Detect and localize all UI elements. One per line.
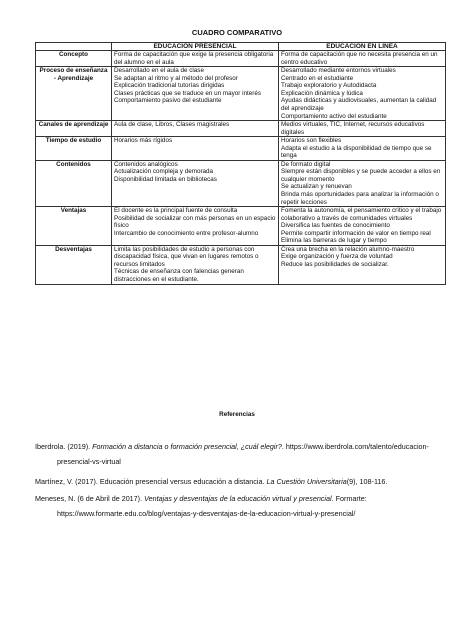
table-row: [36, 67, 446, 121]
reference-text: Iberdrola. (2019).: [35, 442, 93, 451]
reference-text: . https://www.iberdrola.com/talento/educacion-: [281, 442, 429, 451]
reference-text: (9), 108-116.: [346, 477, 388, 486]
cell-linea: [279, 67, 446, 121]
table-row: [36, 160, 446, 206]
cell-line: Horarios son flexibles: [281, 137, 342, 145]
cell-presencial: [112, 121, 279, 137]
header-presencial: EDUCACION PRESENCIAL: [112, 43, 279, 51]
reference-item: [35, 491, 445, 521]
row-label: Contenidos: [36, 160, 112, 206]
references-title: Referencias: [219, 411, 255, 418]
cell-line: Explicación dinámica y lúdica: [281, 89, 363, 97]
header-empty: [36, 43, 112, 51]
cell-line: Posibilidad de socializar con más personas en un espacio físico: [114, 214, 276, 230]
cell-line: De formato digital: [281, 160, 331, 168]
table-body: [36, 51, 446, 284]
cell-line: Aula de clase, Libros, Clases magistrales: [114, 121, 230, 129]
cell-line: Comportamiento pasivo del estudiante: [114, 97, 222, 105]
cell-line: Ayudas didácticas y audiovisuales, aumentan la calidad del aprendizaje: [281, 97, 437, 112]
cell-line: Fomenta la autonomía, el pensamiento crítico y el trabajo colaborativo a través de comunidades virtuales: [281, 207, 442, 222]
cell-line: Intercambio de conocimiento entre profesor-alumno: [114, 229, 259, 237]
table-row: [36, 121, 446, 137]
reference-text: Meneses, N. (6 de Abril de 2017).: [35, 494, 145, 503]
row-label: Tiempo de estudio: [36, 137, 112, 161]
cell-line: Permite compartir información de valor en tiempo real: [281, 229, 431, 237]
cell-line: El docente es la principal fuente de consulta: [114, 207, 238, 215]
cell-line: Exige organización y fuerza de voluntad: [281, 253, 393, 261]
cell-linea: [279, 207, 446, 246]
cell-linea: [279, 137, 446, 161]
row-label: Canales de aprendizaje: [36, 121, 112, 137]
cell-presencial: [112, 207, 279, 246]
cell-line: Técnicas de enseñanza con falencias generan distracciones en el estudiante.: [114, 268, 244, 283]
cell-line: Elimina las barreras de lugar y tiempo: [281, 237, 387, 245]
table-row: [36, 137, 446, 161]
page-title: CUADRO COMPARATIVO: [191, 28, 283, 37]
cell-linea: [279, 121, 446, 137]
cell-line: Siempre están disponibles y se puede acceder a ellos en cualquier momento: [281, 168, 441, 183]
cell-line: Horarios más rígidos: [114, 137, 173, 145]
cell-presencial: [112, 245, 279, 284]
cell-line: Adapta el estudio a la disponibilidad de tiempo que se tenga: [281, 144, 432, 160]
reference-item: [35, 474, 445, 489]
reference-item: [35, 439, 445, 469]
cell-linea: [279, 160, 446, 206]
table-row: [36, 245, 446, 284]
cell-line: Clases prácticas que se traduce en un mayor interés: [114, 89, 262, 97]
cell-line: Brinda más oportunidades para analizar la información o repetir lecciones: [281, 190, 439, 206]
reference-text: Martínez, V. (2017). Educación presencial versus educación a distancia.: [35, 477, 267, 486]
cell-presencial: [112, 67, 279, 121]
reference-text: Formarte:: [333, 494, 367, 503]
reference-continuation: https://www.formarte.edu.co/blog/ventajas-y-desventajas-de-la-educacion-virtual-y-presencial/: [57, 509, 356, 518]
cell-line: Trabajo exploratorio y Autodidacta: [281, 82, 377, 90]
cell-line: Centrado en el estudiante: [281, 74, 354, 82]
cell-line: Actualización compleja y demorada: [114, 168, 214, 176]
header-linea: EDUCACION EN LINEA: [279, 43, 446, 51]
comparison-table: [35, 42, 446, 285]
cell-line: Reduce las posibilidades de socializar.: [281, 260, 389, 268]
cell-line: Disponibilidad limitada en bibliotecas: [114, 175, 217, 183]
table-row: [36, 51, 446, 67]
reference-title: La Cuestión Universitaria: [266, 477, 347, 486]
row-label: Concepto: [36, 51, 112, 67]
cell-presencial: [112, 51, 279, 67]
cell-presencial: [112, 137, 279, 161]
cell-line: Se adaptan al ritmo y al método del profesor: [114, 74, 238, 82]
cell-line: Explicación tradicional tutorías dirigidas: [114, 82, 225, 90]
cell-line: Contenidos analógicos: [114, 160, 178, 168]
cell-line: Se actualizan y renuevan: [281, 183, 352, 191]
cell-line: Diversifica las fuentes de conocimiento: [281, 222, 390, 230]
cell-linea: [279, 245, 446, 284]
row-label: Desventajas: [36, 245, 112, 284]
cell-line: Forma de capacitación que no necesita presencia en un centro educativo: [281, 51, 438, 66]
table-row: [36, 207, 446, 246]
cell-line: Limita las posibilidades de estudio a personas con discapacidad física, que vivan en lugares remotos o recursos limitados: [114, 245, 259, 268]
cell-line: Forma de capacitación que exige la presencia obligatoria del alumno en el aula: [114, 51, 274, 66]
row-label: Ventajas: [36, 207, 112, 246]
cell-line: Comportamiento activo del estudiante: [281, 112, 387, 120]
cell-line: Crea una brecha en la relación alumno-maestro: [281, 245, 415, 253]
cell-line: Desarrollado en el aula de clase: [114, 67, 204, 75]
row-label: Proceso de enseñanza - Aprendizaje: [36, 67, 112, 121]
reference-continuation: presencial-vs-virtual: [57, 457, 121, 466]
cell-presencial: [112, 160, 279, 206]
table-header-row: [36, 43, 446, 51]
cell-linea: [279, 51, 446, 67]
cell-line: Medios virtuales, TIC, Internet, recursos educativos digitales: [281, 121, 425, 136]
reference-title: Formación a distancia o formación presencial, ¿cuál elegir?: [92, 442, 282, 451]
reference-title: Ventajas y desventajas de la educación virtual y presencial.: [144, 494, 334, 503]
cell-line: Desarrollado mediante entornos virtuales: [281, 67, 396, 75]
